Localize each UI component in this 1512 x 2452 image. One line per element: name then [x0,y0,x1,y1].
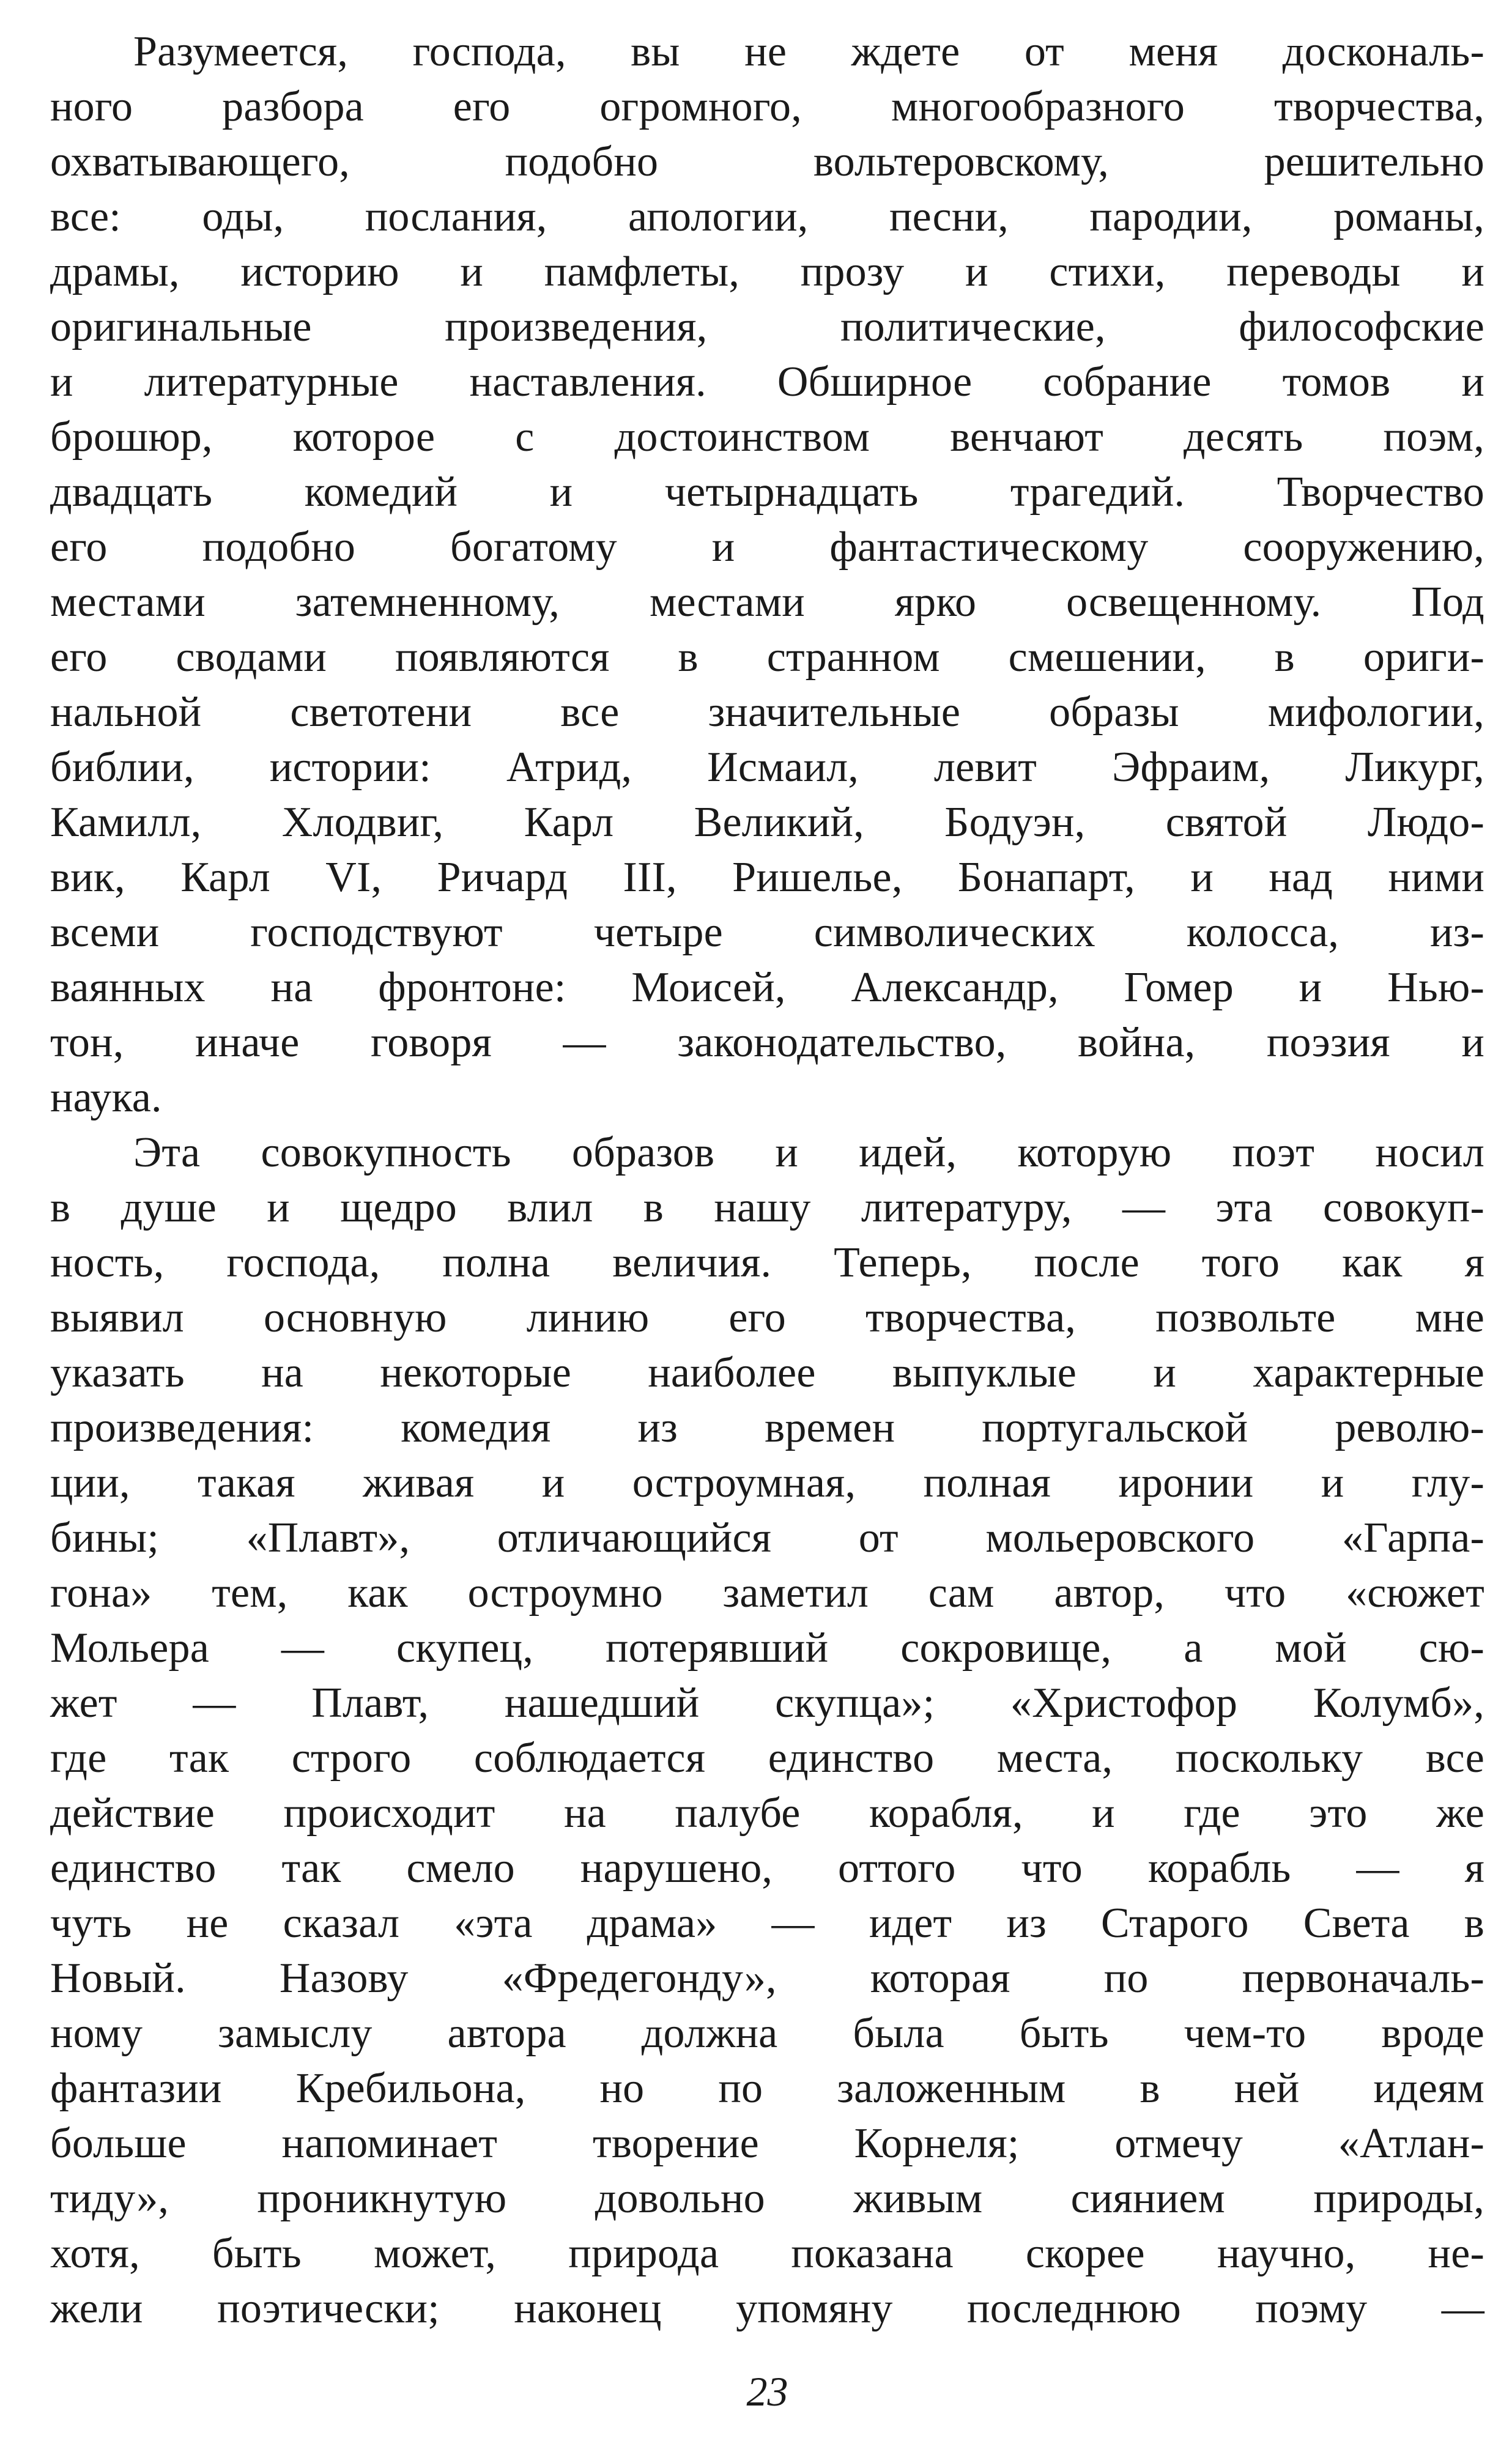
text-line: наука. [50,1074,162,1121]
text-line: ному замыслу автора должна была быть чем-то вроде [50,2010,1484,2057]
text-line: Эта совокупность образов и идей, которую поэт носил [133,1129,1484,1176]
text-line: хотя, быть может, природа показана скорее научно, не- [50,2230,1484,2277]
paragraph-1 [50,24,1484,1125]
text-line: гона» тем, как остроумно заметил сам автор, что «сюжет [50,1569,1484,1617]
text-line: выявил основную линию его творчества, позвольте мне [50,1294,1484,1341]
text-line: охватывающего, подобно вольтеровскому, решительно [50,138,1484,185]
paragraph-2 [50,1125,1484,2336]
text-line: тиду», проникнутую довольно живым сиянием природы, [50,2175,1484,2222]
text-line: указать на некоторые наиболее выпуклые и характерные [50,1349,1484,1396]
text-line: жет — Плавт, нашедший скупца»; «Христофор Колумб», [50,1680,1484,1727]
text-line: драмы, историю и памфлеты, прозу и стихи, переводы и [50,248,1484,295]
text-line: фантазии Кребильона, но по заложенным в ней идеям [50,2065,1484,2112]
text-line: ваянных на фронтоне: Моисей, Александр, Гомер и Нью- [50,964,1484,1011]
text-line: библии, истории: Атрид, Исмаил, левит Эфраим, Ликург, [50,744,1484,791]
text-line: произведения: комедия из времен португальской револю- [50,1404,1484,1451]
text-line: Новый. Назову «Фредегонду», которая по первоначаль- [50,1955,1484,2002]
text-line: всеми господствуют четыре символических колосса, из- [50,909,1484,956]
text-line: вик, Карл VI, Ричард III, Ришелье, Бонапарт, и над ними [50,854,1484,901]
text-line: нальной светотени все значительные образы мифологии, [50,689,1484,736]
text-line: жели поэтически; наконец упомяну последнюю поэму — [50,2285,1484,2332]
text-line: и литературные наставления. Обширное собрание томов и [50,358,1484,406]
text-line: его сводами появляются в странном смешении, в ориги- [50,634,1484,681]
text-line: Мольера — скупец, потерявший сокровище, а мой сю- [50,1624,1484,1672]
text-line: больше напоминает творение Корнеля; отмечу «Атлан- [50,2120,1484,2167]
text-line: его подобно богатому и фантастическому сооружению, [50,524,1484,571]
text-line: ции, такая живая и остроумная, полная иронии и глу- [50,1459,1484,1506]
text-line: тон, иначе говоря — законодательство, война, поэзия и [50,1019,1484,1066]
text-line: Камилл, Хлодвиг, Карл Великий, Бодуэн, святой Людо- [50,799,1484,846]
text-line: двадцать комедий и четырнадцать трагедий. Творчество [50,469,1484,516]
text-line: единство так смело нарушено, оттого что корабль — я [50,1845,1484,1892]
text-line: действие происходит на палубе корабля, и где это же [50,1790,1484,1837]
text-line: чуть не сказал «эта драма» — идет из Старого Света в [50,1900,1484,1947]
text-line: бины; «Плавт», отличающийся от мольеровского «Гарпа- [50,1514,1484,1561]
text-line: местами затемненному, местами ярко освещенному. Под [50,579,1484,626]
text-line: ность, господа, полна величия. Теперь, после того как я [50,1239,1484,1286]
text-line: ного разбора его огромного, многообразного творчества, [50,83,1484,130]
book-page [50,24,1484,2428]
text-line: Разумеется, господа, вы не ждете от меня доскональ- [133,28,1484,75]
text-line: оригинальные произведения, политические, философские [50,303,1484,350]
page-number: 23 [746,2368,788,2415]
text-line: все: оды, послания, апологии, песни, пародии, романы, [50,193,1484,240]
text-line: в душе и щедро влил в нашу литературу, — эта совокуп- [50,1184,1484,1231]
text-line: брошюр, которое с достоинством венчают десять поэм, [50,413,1484,461]
text-line: где так строго соблюдается единство места, поскольку все [50,1735,1484,1782]
